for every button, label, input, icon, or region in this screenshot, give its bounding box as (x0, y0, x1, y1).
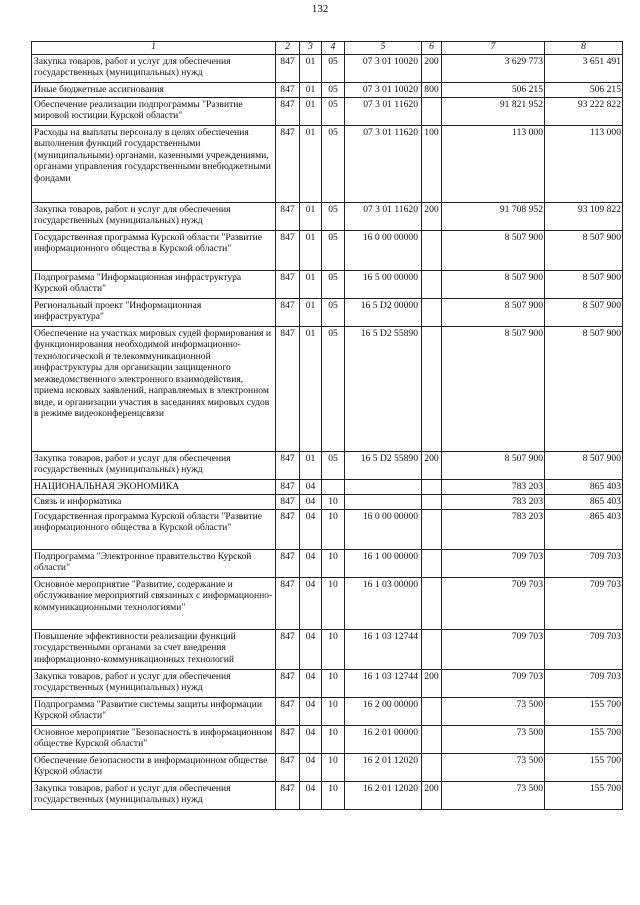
table-row (32, 549, 623, 577)
row-csr: 16 2 00 00000 (345, 697, 422, 725)
row-sum-1: 783 203 (442, 479, 545, 494)
row-gr: 847 (276, 97, 300, 125)
row-vr (422, 629, 442, 669)
table-row (32, 577, 623, 629)
row-vr (422, 494, 442, 509)
row-sum-2: 155 700 (545, 697, 623, 725)
row-sum-2: 709 703 (545, 549, 623, 577)
row-name: Основное мероприятие "Безопасность в информационном обществе Курской области" (32, 725, 276, 753)
budget-table (31, 41, 623, 810)
row-gr: 847 (276, 697, 300, 725)
table-row (32, 479, 623, 494)
row-sum-1: 113 000 (442, 125, 545, 202)
row-name: Расходы на выплаты персоналу в целях обеспечения выполнения функций государственными (муниципальными) органами, казенными учреждениями, органами управления государственными внебюджетными фондами (32, 125, 276, 202)
row-rz: 01 (300, 125, 322, 202)
table-row (32, 725, 623, 753)
row-rz: 04 (300, 494, 322, 509)
row-name: Закупка товаров, работ и услуг для обеспечения государственных (муниципальных) нужд (32, 781, 276, 809)
row-name: Подпрограмма "Электронное правительство Курской области" (32, 549, 276, 577)
row-csr: 16 2 01 00000 (345, 725, 422, 753)
row-pr: 05 (322, 230, 345, 270)
row-vr: 200 (422, 451, 442, 479)
row-rz: 01 (300, 82, 322, 97)
table-row (32, 451, 623, 479)
row-csr: 07 3 01 10020 (345, 82, 422, 97)
row-csr: 16 5 D2 00000 (345, 298, 422, 326)
row-rz: 04 (300, 549, 322, 577)
row-pr: 05 (322, 54, 345, 82)
row-csr: 16 0 00 00000 (345, 509, 422, 549)
row-pr: 10 (322, 494, 345, 509)
row-name: Закупка товаров, работ и услуг для обеспечения государственных (муниципальных) нужд (32, 669, 276, 697)
row-vr (422, 753, 442, 781)
row-vr: 100 (422, 125, 442, 202)
header-cell: 8 (545, 42, 623, 55)
table-row (32, 202, 623, 230)
row-gr: 847 (276, 494, 300, 509)
row-vr: 200 (422, 781, 442, 809)
row-rz: 01 (300, 97, 322, 125)
row-csr: 16 1 00 00000 (345, 549, 422, 577)
header-cell: 4 (322, 42, 345, 55)
table-row (32, 82, 623, 97)
row-gr: 847 (276, 577, 300, 629)
header-cell: 7 (442, 42, 545, 55)
row-pr: 05 (322, 298, 345, 326)
row-pr: 10 (322, 725, 345, 753)
table-row (32, 509, 623, 549)
table-row (32, 97, 623, 125)
table-row (32, 298, 623, 326)
table-row (32, 697, 623, 725)
row-rz: 04 (300, 697, 322, 725)
row-csr: 16 1 03 12744 (345, 629, 422, 669)
table-row (32, 270, 623, 298)
row-pr: 05 (322, 270, 345, 298)
row-rz: 04 (300, 479, 322, 494)
row-vr: 800 (422, 82, 442, 97)
row-pr: 10 (322, 509, 345, 549)
row-gr: 847 (276, 270, 300, 298)
row-vr (422, 577, 442, 629)
table-row (32, 230, 623, 270)
row-gr: 847 (276, 725, 300, 753)
row-gr: 847 (276, 202, 300, 230)
row-gr: 847 (276, 125, 300, 202)
row-sum-1: 8 507 900 (442, 451, 545, 479)
row-name: Государственная программа Курской области "Развитие информационного общества в Курской области" (32, 230, 276, 270)
row-rz: 04 (300, 509, 322, 549)
row-name: НАЦИОНАЛЬНАЯ ЭКОНОМИКА (32, 479, 276, 494)
row-name: Связь и информатика (32, 494, 276, 509)
table-row (32, 54, 623, 82)
row-name: Закупка товаров, работ и услуг для обеспечения государственных (муниципальных) нужд (32, 202, 276, 230)
row-gr: 847 (276, 326, 300, 451)
page-number: 132 (311, 3, 329, 15)
row-name: Подпрограмма "Информационная инфраструктура Курской области" (32, 270, 276, 298)
row-sum-2: 865 403 (545, 509, 623, 549)
row-csr: 16 5 D2 55890 (345, 326, 422, 451)
row-pr (322, 479, 345, 494)
row-sum-2: 155 700 (545, 781, 623, 809)
row-vr (422, 97, 442, 125)
row-rz: 01 (300, 298, 322, 326)
row-sum-1: 73 500 (442, 697, 545, 725)
row-sum-1: 709 703 (442, 629, 545, 669)
row-name: Обеспечение реализации подпрограммы "Развитие мировой юстиции Курской области" (32, 97, 276, 125)
row-gr: 847 (276, 669, 300, 697)
row-name: Обеспечение на участках мировых судей формирования и функционирования необходимой информационно-технологической и телекоммуникационной инфраструктуры для организации защищенного межведомственного электронного взаимодействия, приема исковых заявлений, направляемых в электронном виде, и организации участия в заседаниях мировых судов в режиме видеоконференцсвязи (32, 326, 276, 451)
row-vr (422, 479, 442, 494)
row-pr: 05 (322, 202, 345, 230)
header-cell: 3 (300, 42, 322, 55)
row-sum-2: 709 703 (545, 669, 623, 697)
row-sum-1: 73 500 (442, 753, 545, 781)
row-gr: 847 (276, 82, 300, 97)
row-sum-1: 8 507 900 (442, 230, 545, 270)
row-gr: 847 (276, 629, 300, 669)
row-rz: 01 (300, 451, 322, 479)
row-sum-2: 8 507 900 (545, 451, 623, 479)
row-rz: 04 (300, 577, 322, 629)
row-csr: 16 5 00 00000 (345, 270, 422, 298)
row-pr: 10 (322, 577, 345, 629)
row-name: Закупка товаров, работ и услуг для обеспечения государственных (муниципальных) нужд (32, 54, 276, 82)
row-csr: 16 1 03 12744 (345, 669, 422, 697)
row-rz: 01 (300, 230, 322, 270)
header-cell: 1 (32, 42, 276, 55)
table-row (32, 753, 623, 781)
row-sum-1: 8 507 900 (442, 326, 545, 451)
row-sum-1: 91 708 952 (442, 202, 545, 230)
row-csr: 16 1 03 00000 (345, 577, 422, 629)
row-rz: 04 (300, 725, 322, 753)
row-vr: 200 (422, 54, 442, 82)
row-csr: 07 3 01 11620 (345, 202, 422, 230)
row-name: Иные бюджетные ассигнования (32, 82, 276, 97)
row-pr: 10 (322, 781, 345, 809)
row-vr: 200 (422, 202, 442, 230)
row-sum-2: 3 651 491 (545, 54, 623, 82)
row-pr: 05 (322, 97, 345, 125)
row-rz: 04 (300, 669, 322, 697)
table-row (32, 629, 623, 669)
row-sum-2: 8 507 900 (545, 298, 623, 326)
row-sum-2: 709 703 (545, 577, 623, 629)
row-sum-2: 8 507 900 (545, 326, 623, 451)
row-vr (422, 230, 442, 270)
row-name: Подпрограмма "Развитие системы защиты информации Курской области" (32, 697, 276, 725)
row-vr (422, 697, 442, 725)
row-vr (422, 725, 442, 753)
header-cell: 6 (422, 42, 442, 55)
row-sum-2: 93 109 822 (545, 202, 623, 230)
row-vr (422, 549, 442, 577)
row-gr: 847 (276, 479, 300, 494)
row-sum-2: 865 403 (545, 479, 623, 494)
row-pr: 10 (322, 549, 345, 577)
row-pr: 10 (322, 753, 345, 781)
row-sum-2: 155 700 (545, 753, 623, 781)
row-pr: 10 (322, 629, 345, 669)
row-vr (422, 326, 442, 451)
row-sum-1: 91 821 952 (442, 97, 545, 125)
row-name: Региональный проект "Информационная инфраструктура" (32, 298, 276, 326)
row-pr: 05 (322, 451, 345, 479)
row-vr: 200 (422, 669, 442, 697)
row-pr: 10 (322, 669, 345, 697)
row-rz: 01 (300, 54, 322, 82)
row-name: Повышение эффективности реализации функций государственными органами за счет внедрения информационно-коммуникационных технологий (32, 629, 276, 669)
row-gr: 847 (276, 298, 300, 326)
row-vr (422, 298, 442, 326)
row-vr (422, 509, 442, 549)
row-sum-2: 93 222 822 (545, 97, 623, 125)
row-csr: 16 0 00 00000 (345, 230, 422, 270)
row-sum-1: 783 203 (442, 494, 545, 509)
table-row (32, 494, 623, 509)
row-pr: 05 (322, 82, 345, 97)
row-sum-2: 865 403 (545, 494, 623, 509)
row-sum-1: 709 703 (442, 549, 545, 577)
row-sum-1: 73 500 (442, 781, 545, 809)
row-gr: 847 (276, 54, 300, 82)
row-sum-2: 155 700 (545, 725, 623, 753)
row-sum-2: 8 507 900 (545, 230, 623, 270)
row-csr: 07 3 01 11620 (345, 97, 422, 125)
row-gr: 847 (276, 230, 300, 270)
row-name: Основное мероприятие "Развитие, содержание и обслуживание мероприятий связанных с информационно-коммуникационными технологиями" (32, 577, 276, 629)
row-sum-1: 783 203 (442, 509, 545, 549)
row-rz: 04 (300, 753, 322, 781)
row-vr (422, 270, 442, 298)
row-sum-2: 113 000 (545, 125, 623, 202)
row-gr: 847 (276, 753, 300, 781)
row-pr: 05 (322, 125, 345, 202)
row-gr: 847 (276, 509, 300, 549)
header-cell: 2 (276, 42, 300, 55)
row-csr: 16 2 01 12020 (345, 753, 422, 781)
row-sum-1: 73 500 (442, 725, 545, 753)
header-cell: 5 (345, 42, 422, 55)
table-row (32, 326, 623, 451)
row-rz: 04 (300, 781, 322, 809)
row-gr: 847 (276, 549, 300, 577)
row-rz: 01 (300, 202, 322, 230)
row-gr: 847 (276, 451, 300, 479)
row-sum-2: 709 703 (545, 629, 623, 669)
row-csr: 16 2 01 12020 (345, 781, 422, 809)
table-row (32, 669, 623, 697)
row-sum-1: 709 703 (442, 577, 545, 629)
row-rz: 01 (300, 270, 322, 298)
row-rz: 04 (300, 629, 322, 669)
row-sum-1: 8 507 900 (442, 270, 545, 298)
row-csr: 07 3 01 11620 (345, 125, 422, 202)
row-name: Закупка товаров, работ и услуг для обеспечения государственных (муниципальных) нужд (32, 451, 276, 479)
row-sum-1: 709 703 (442, 669, 545, 697)
row-sum-1: 8 507 900 (442, 298, 545, 326)
row-csr (345, 494, 422, 509)
table-header-row (32, 42, 623, 55)
table-row (32, 125, 623, 202)
row-sum-1: 506 215 (442, 82, 545, 97)
row-sum-2: 8 507 900 (545, 270, 623, 298)
row-pr: 10 (322, 697, 345, 725)
row-csr: 07 3 01 10020 (345, 54, 422, 82)
row-pr: 05 (322, 326, 345, 451)
row-name: Государственная программа Курской области "Развитие информационного общества в Курской области" (32, 509, 276, 549)
row-sum-1: 3 629 773 (442, 54, 545, 82)
row-gr: 847 (276, 781, 300, 809)
row-csr: 16 5 D2 55890 (345, 451, 422, 479)
row-sum-2: 506 215 (545, 82, 623, 97)
row-name: Обеспечение безопасности в информационном обществе Курской области (32, 753, 276, 781)
table-row (32, 781, 623, 809)
row-rz: 01 (300, 326, 322, 451)
row-csr (345, 479, 422, 494)
